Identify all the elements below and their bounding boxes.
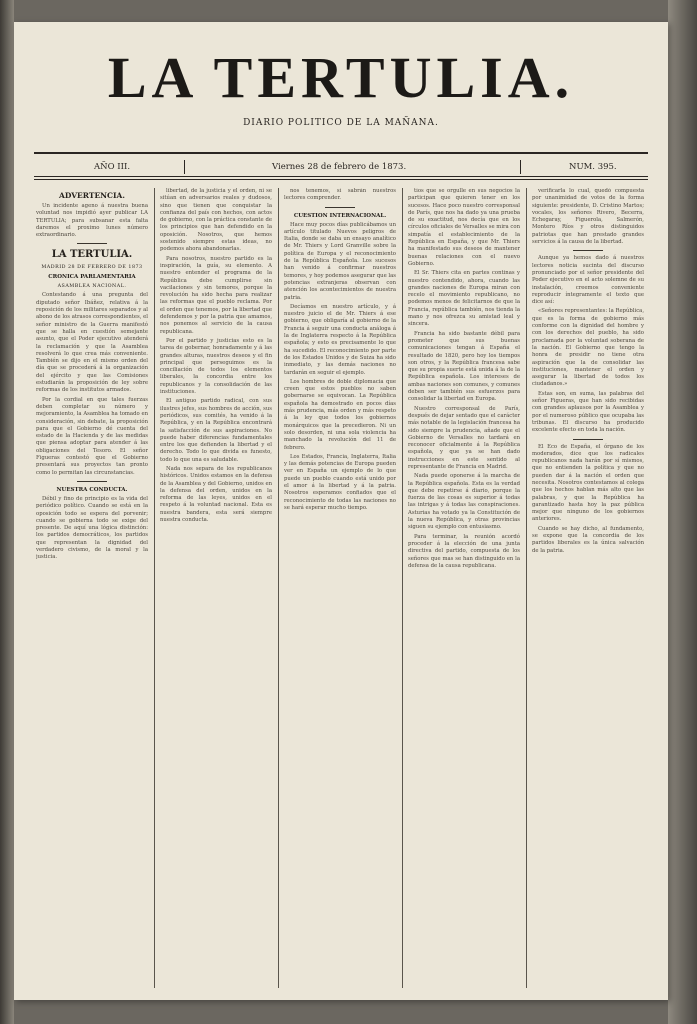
column-rule: [402, 188, 403, 988]
newspaper-title: LA TERTULIA.: [107, 45, 575, 110]
article-paragraph: Para nosotros, nuestro partido es la inspiración, la guía, su elemento. A nuestro entender el programa de la República debe cumplirse sin vacilaciones y sin temores, porque la revolución ha sido hecha para realizar las reformas que el pueblo reclama. Por el orden que tenemos, por la libertad que defendemos y por la patria que amamos, nos ponemos al servicio de la causa republicana.: [160, 255, 272, 335]
column-rule: [278, 188, 279, 988]
divider: [573, 439, 603, 440]
divider: [77, 481, 107, 482]
quoted-speech: «Señores representantes: la República, que es la forma de gobierno más conforme con la dignidad del hombre y con los derechos del pueblo, ha sido proclamada por la voluntad soberana de la nación. El Gobierno que tengo la honra de presidir no tiene otra aspiración que la de consolidar las instituciones, mantener el orden y asegurar la libertad de todos los ciudadanos.»: [532, 308, 644, 388]
column-4: [408, 188, 520, 988]
article-paragraph: nos tenemos, sí sabrán nuestros lectores comprender.: [284, 188, 396, 202]
asamblea-heading: ASAMBLEA NACIONAL.: [57, 284, 127, 290]
article-paragraph: Por la cordial en que tales fuerzas deben completar su número y mejoramiento, la Asamblea ha tomado en consideración, sin debate, la proposición para que el Gobierno dé cuenta del estado de la Hacienda y de las medidas que piensa adoptar para atender á las obligaciones del Tesoro. El señor Figueras contestó que el Gobierno presentará sus proyectos tan pronto como lo permitan las circunstancias.: [36, 396, 148, 476]
masthead-rule-bottom: [34, 176, 648, 177]
cuestion-heading: CUESTION INTERNACIONAL.: [293, 212, 387, 219]
newspaper-subtitle: DIARIO POLITICO DE LA MAÑANA.: [243, 118, 439, 128]
article-paragraph: Nada nos separa de los republicanos históricos. Unidos estamos en la defensa de la Asamblea y del Gobierno, unidos en la defensa del orden, unidos en la reforma de las leyes, unidos en el respeto á la voluntad nacional. Esta es nuestra bandera, esta será siempre nuestra conducta.: [160, 465, 272, 524]
article-paragraph: Hace muy pocos días publicábamos un artículo titulado Nuevos peligros de Italia, donde se daba un ensayo analítico de Mr. Thiers y Lord Granville sobre la política de Europa y el reconocimiento de la República Española. Los sucesos han venido á confirmar nuestros temores, y hoy podemos asegurar que las potencias extranjeras observan con atención los acontecimientos de nuestra patria.: [284, 221, 396, 301]
advertencia-text: Un incidente ageno á nuestra buena voluntad nos impidió ayer publicar LA TERTULIA; para subsanar esta falta daremos el proximo lunes número extraordinario.: [36, 203, 148, 239]
article-paragraph: Los Estados, Francia, Inglaterra, Italia y las demás potencias de Europa pueden ver en España un ejemplo de lo que puede un pueblo cuando está unido por el amor á la libertad y á la patria. Nosotros esperamos confiados que el reconocimiento de todas las naciones no se hará esperar mucho tiempo.: [284, 453, 396, 511]
article-paragraph: Cuando se hay dicho, al fundamento, se expone que la concordia de los partidos liberales es la única salvación de la patria.: [532, 525, 644, 554]
dateline-divider: [520, 160, 521, 174]
article-paragraph: Contestando á una pregunta del diputado señor Ibáñez, relativa á la reposición de los militares separados y al abono de los atrasos correspondientes, el señor ministro de la Guerra manifestó que se halla en cuestión semejante asunto, que el Poder ejecutivo atenderá la reclamación y que la Asamblea resolverá lo que crea más conveniente. También se dijo en el mismo orden del día que se procederá á la organización del ejército y que las Comisiones estudiarán la proposición de ley sobre reformas de los institutos armados.: [36, 292, 148, 394]
dateline-bar: [34, 160, 648, 174]
article-paragraph: Para terminar, la reunión acordó proceder á la elección de una junta directiva del partido, compuesta de los señores que mas se han distinguido en la defensa de la causa republicana.: [408, 533, 520, 569]
article-paragraph: Estas son, en suma, las palabras del señor Figueras, que han sido recibidas con grandes aplausos por la Asamblea y por el numeroso público que ocupaba las tribunas. El discurso ha producido excelente efecto en toda la nación.: [532, 390, 644, 434]
article-paragraph: El antiguo partido radical, con sus ilustres jefes, sus hombres de acción, sus periódicos, sus comités, ha venido á la República, y en la República encontrará la satisfacción de sus aspiraciones. No puede haber diferencias fundamentales entre los que defienden la libertad y el derecho. Todo lo que divida es funesto, todo lo que una es saludable.: [160, 398, 272, 463]
newspaper-page: [14, 22, 668, 1000]
column-5: [532, 188, 644, 988]
masthead-rule-bottom-2: [34, 179, 648, 180]
conducta-heading: NUESTRA CONDUCTA.: [56, 486, 128, 493]
column-3: [284, 188, 396, 988]
section-title: LA TERTULIA.: [51, 249, 133, 261]
issue-date: Viernes 28 de febrero de 1873.: [272, 162, 407, 172]
page-edge: [668, 0, 697, 1024]
article-paragraph: Aunque ya hemos dado á nuestros lectores noticia sucinta del discurso pronunciado por el señor presidente del Poder ejecutivo en el acto solemne de su instalación, creemos conveniente reproducir íntegramente el texto que dice así:: [532, 255, 644, 306]
article-paragraph: Decíamos en nuestro artículo, y á nuestro juicio el de Mr. Thiers á ese gobierno, que obligaría al gobierno de la Francia á seguir una conducta análoga á la de Inglaterra respecto á la República española; y esto es precisamente lo que ha sucedido. El reconocimiento por parte de los Estados Unidos y de Suiza ha sido inmediato, y las demás naciones no tardarán en seguir el ejemplo.: [284, 303, 396, 376]
divider: [573, 250, 603, 251]
section-dateline: MADRID 28 DE FEBRERO DE 1873: [41, 265, 143, 271]
article-paragraph: Los hombres de doble diplomacia que creen que estos pueblos no saben gobernarse se equivocan. La República española ha demostrado en pocos días más prudencia, más orden y más respeto á la ley que todos los gobiernos monárquicos que la precedieron. Ni un solo desorden, ni una sola violencia ha manchado la revolución del 11 de febrero.: [284, 378, 396, 451]
article-paragraph: El Sr. Thiers cita en partes continas y nuestro contendido, ahora, cuando las grandes naciones de Europa miran con recelo el movimiento republicano, no podemos menos de felicitarnos de que la Francia, república también, nos tienda la mano y nos ofrezca su amistad leal y sincera.: [408, 270, 520, 328]
advertencia-heading: ADVERTENCIA.: [59, 191, 125, 200]
article-paragraph: Nuestro corresponsal de París, después de dejar sentado que el carácter más notable de la legislación francesa ha sido siempre la prudencia, añade que el Gobierno de Versalles no tardará en reconocer oficialmente á la República española, y que ya se han dado instrucciones en este sentido al representante de Francia en Madrid.: [408, 405, 520, 470]
masthead-rule-top: [34, 152, 648, 154]
issue-year: AÑO III.: [94, 162, 131, 172]
issue-number: NUM. 395.: [569, 162, 617, 172]
column-rule: [526, 188, 527, 988]
article-paragraph: Por el partido y justicias esto es la tarea de gobernar, honradamente y á las grandes alturas, nuestros deseos y el fin principal que perseguimos es la conciliación de todos los elementos liberales, la concordia entre los republicanos y la consolidación de las instituciones.: [160, 337, 272, 396]
article-paragraph: El Eco de España, el órgano de los moderados, dice que los radicales republicanos nada harán por sí mismos, que no entienden la política y que no pueden dar á la nación el orden que necesita. Nosotros contestamos al colega que los hechos hablan más alto que las palabras, y que la República ha garantizado hasta hoy la paz pública mejor que ninguno de los gobiernos anteriores.: [532, 443, 644, 523]
article-paragraph: Francia ha sido bastante débil para prometer que sus buenas comunicaciones tengan á España el resultado de 1820, pero hoy los tiempos son otros, y la República francesa sabe que su propia suerte está unida á la de la República española. Los intereses de ambas naciones son comunes, y comunes deben ser también sus esfuerzos para consolidar la libertad en Europa.: [408, 330, 520, 403]
column-2: [160, 188, 272, 988]
article-paragraph: verificarla lo cual, quedó compuesta por unanimidad de votos de la forma siguiente: presidente, D. Cristino Martos; vocales, los señores Rivero, Becerra, Echegaray, Figuerola, Salmerón, Montero Ríos y otros distinguidos patriotas que han prestado grandes servicios á la causa de la libertad.: [532, 188, 644, 246]
article-paragraph: Débil y fino de principio es la vida del periódico político. Cuando se está en la oposición todo se espera del porvenir; cuando se gobierna todo se exige del presente. De aquí una lógica distinción: los partidos democráticos, los partidos que representan la dignidad del verdadero civismo, de la moral y la justicia.: [36, 495, 148, 561]
divider: [77, 243, 107, 244]
article-paragraph: tíos que se orgulle en sus negocios la participan que quieren tener en los sucesos. Hace poco nuestro corresponsal de París, que nos ha dado ya una prueba de su exactitud, nos decía que en los círculos oficiales de Versalles se mira con simpatía el establecimiento de la República en España, y que Mr. Thiers ha manifestado sus deseos de mantener buenas relaciones con el nuevo Gobierno.: [408, 188, 520, 267]
cronica-heading: CRONICA PARLAMENTARIA: [48, 274, 136, 281]
article-paragraph: libertad, de la justicia y el orden, ni se sitúan en adversarios reales y dudosos, sino que tienen que conquistar la confianza del país con hechos, con actos de gobierno, con la práctica constante de los principios que han defendido en la oposición. Nosotros, que hemos sostenido siempre estas ideas, no podemos ahora abandonarlas.: [160, 188, 272, 253]
column-rule: [154, 188, 155, 988]
divider: [325, 207, 355, 208]
column-1: [36, 188, 148, 988]
article-paragraph: Nada puede oponerse á la marcha de la República española. Esta es la verdad que debe repetirse á diario, porque la fuerza de las cosas es superior á todas las intrigas y á todas las conspiraciones. Asturias ha votado ya la Constitución de la nueva República, y otras provincias siguen su ejemplo con entusiasmo.: [408, 473, 520, 531]
dateline-divider: [184, 160, 185, 174]
book-binding: [0, 0, 14, 1024]
